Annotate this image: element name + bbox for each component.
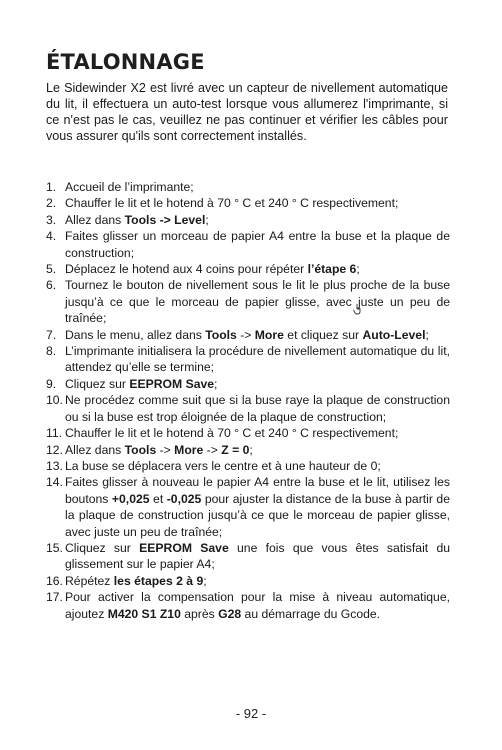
- step-text: après: [180, 606, 219, 621]
- intro-paragraph: Le Sidewinder X2 est livré avec un capteur de nivellement automatique du lit, il effectuera un auto-test lorsque vous allumerez l'imprimante, si ce n'est pas le cas, veuillez ne pas continuer et vérifier les câbles pour vous assurer qu'ils sont correctement installés.: [46, 81, 448, 143]
- step-emphasis: More: [174, 442, 204, 457]
- step-number: 2.: [46, 196, 57, 211]
- step-number: 6.: [46, 278, 57, 293]
- step-text: ;: [425, 327, 429, 342]
- step-emphasis: EEPROM Save: [129, 376, 215, 391]
- step-emphasis: -0,025: [166, 491, 202, 506]
- step-text: Allez dans: [65, 442, 125, 457]
- step-text: Faites glisser à nouveau le papier A4 entre la buse et le lit, utilisez les boutons: [65, 475, 450, 506]
- step-text: et cliquez sur: [283, 327, 363, 342]
- step-text: ->: [236, 327, 255, 342]
- step-text: ->: [156, 442, 175, 457]
- steps-list: [46, 179, 450, 622]
- step-emphasis: +0,025: [111, 491, 150, 506]
- step-item: [46, 474, 450, 540]
- step-number: 3.: [46, 212, 57, 227]
- step-item: [46, 589, 450, 622]
- step-number: 1.: [46, 180, 57, 194]
- step-item: [46, 458, 450, 474]
- step-number: 13.: [46, 458, 63, 473]
- page-number: - 92 -: [235, 706, 267, 721]
- step-item: [46, 277, 450, 326]
- step-text: Allez dans: [65, 212, 125, 227]
- step-text: Ne procédez comme suit que si la buse raye la plaque de construction ou si la buse est trop éloignée de la plaque de construction;: [65, 393, 450, 424]
- step-text: La buse se déplacera vers le centre et à une hauteur de 0;: [65, 458, 381, 473]
- step-number: 15.: [46, 540, 63, 555]
- step-emphasis: Tools: [124, 442, 157, 457]
- step-text: ;: [356, 262, 360, 277]
- step-text: Chauffer le lit et le hotend à 70 ° C et 240 ° C respectivement;: [65, 426, 399, 441]
- step-number: 9.: [46, 376, 57, 391]
- step-text: Pour activer la compensation pour la mise à niveau automatique, ajoutez: [65, 590, 450, 621]
- step-text: ;: [214, 376, 218, 391]
- step-emphasis: les étapes 2 à 9: [113, 573, 204, 588]
- step-text: pour ajuster la distance de la buse à partir de la plaque de construction jusqu’à ce que le morceau de papier glisse, avec juste un peu de traînée;: [65, 491, 450, 539]
- step-text: ;: [205, 212, 209, 227]
- step-text: Faites glisser un morceau de papier A4 entre la buse et la plaque de construction;: [65, 229, 450, 260]
- step-text: et: [149, 491, 167, 506]
- step-item: [46, 573, 450, 589]
- step-text: une fois que vous êtes satisfait du glissement sur le papier A4;: [65, 540, 451, 572]
- step-item: [46, 425, 450, 441]
- step-emphasis: Auto-Level: [362, 327, 426, 342]
- step-item: [46, 228, 450, 261]
- step-text: Chauffer le lit et le hotend à 70 ° C et 240 ° C respectivement;: [65, 196, 399, 211]
- step-emphasis: Z = 0: [221, 442, 250, 457]
- step-number: 17.: [46, 590, 63, 605]
- step-number: 10.: [46, 393, 63, 408]
- step-text: Déplacez le hotend aux 4 coins pour répéter: [65, 262, 308, 277]
- step-item: [46, 392, 450, 425]
- step-number: 12.: [46, 442, 63, 457]
- step-emphasis: l’étape 6: [307, 262, 357, 277]
- step-item: [46, 540, 450, 573]
- step-number: 7.: [46, 327, 57, 342]
- step-emphasis: Tools -> Level: [124, 212, 206, 227]
- step-number: 11.: [46, 426, 63, 441]
- step-emphasis: M420 S1 Z10: [107, 606, 181, 621]
- step-item: [46, 376, 450, 392]
- step-text: L’imprimante initialisera la procédure de nivellement automatique du lit, attendez qu’elle se termine;: [65, 344, 450, 375]
- step-item: [46, 343, 450, 376]
- step-item: [46, 195, 450, 211]
- step-item: [46, 442, 450, 458]
- page-title: ÉTALONNAGE: [46, 50, 205, 74]
- step-text: ;: [249, 442, 253, 457]
- step-emphasis: Tools: [205, 327, 237, 342]
- step-item: [46, 212, 450, 228]
- step-text: Tournez le bouton de nivellement sous le lit le plus proche de la buse jusqu’à ce que le morceau de papier glisse, avec juste un peu de traînée;: [65, 278, 450, 326]
- step-emphasis: G28: [218, 606, 242, 621]
- step-item: [46, 179, 450, 195]
- step-text: ->: [203, 442, 222, 457]
- step-number: 14.: [46, 475, 63, 490]
- step-number: 4.: [46, 229, 57, 244]
- step-number: 8.: [46, 344, 57, 359]
- step-text: Dans le menu, allez dans: [65, 327, 206, 342]
- step-text: Cliquez sur: [65, 540, 140, 555]
- step-text: au démarrage du Gcode.: [241, 606, 381, 621]
- hand-pointer-icon: [353, 303, 363, 315]
- step-number: 5.: [46, 262, 57, 277]
- step-number: 16.: [46, 573, 63, 588]
- step-text: Répétez: [65, 573, 114, 588]
- step-item: [46, 327, 450, 343]
- step-emphasis: More: [254, 327, 284, 342]
- step-text: Cliquez sur: [65, 376, 130, 391]
- step-text: ;: [203, 573, 207, 588]
- step-emphasis: EEPROM Save: [139, 540, 229, 555]
- step-item: [46, 261, 450, 277]
- step-text: Accueil de l’imprimante;: [65, 180, 194, 194]
